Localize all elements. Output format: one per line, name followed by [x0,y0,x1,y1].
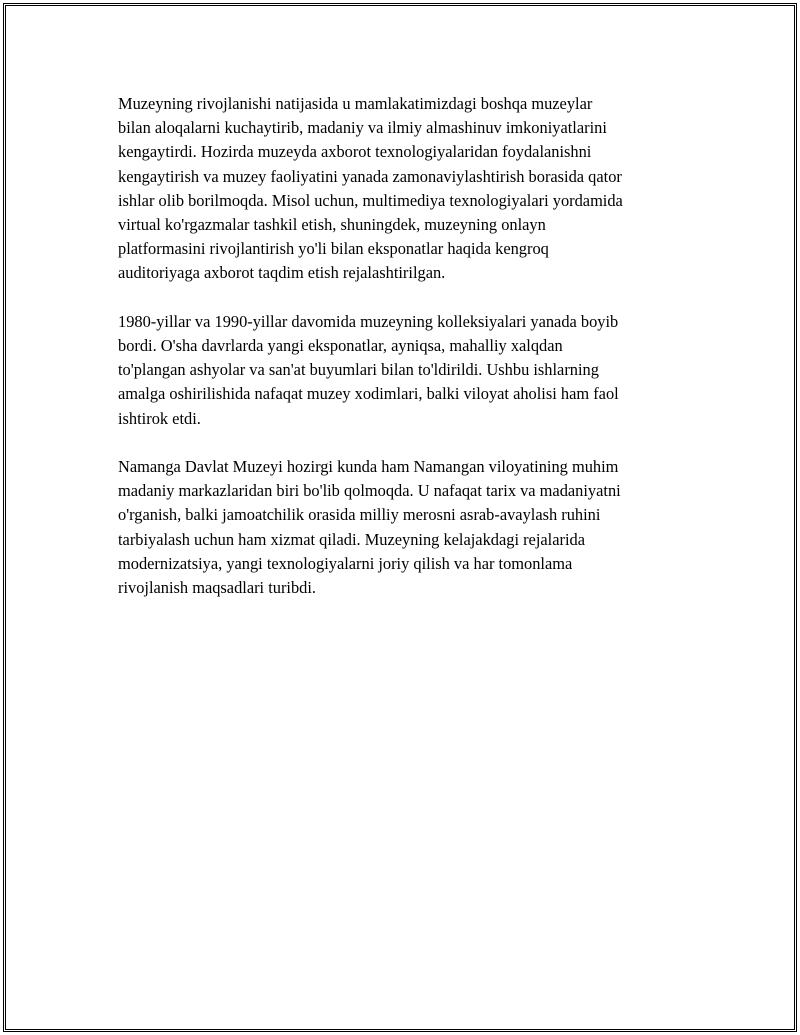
text-line: rivojlanish maqsadlari turibdi. [118,578,317,598]
text-line: kengaytirdi. Hozirda muzeyda axborot texnologiyalaridan foydalanishni [118,142,592,162]
text-line: bordi. O'sha davrlarda yangi eksponatlar, ayniqsa, mahalliy xalqdan [118,336,563,356]
text-line: amalga oshirilishida nafaqat muzey xodimlari, balki viloyat aholisi ham faol [118,384,619,404]
text-line: to'plangan ashyolar va san'at buyumlari bilan to'ldirildi. Ushbu ishlarning [118,360,599,380]
text-line: auditoriyaga axborot taqdim etish rejalashtirilgan. [118,263,446,283]
text-line: ishlar olib borilmoqda. Misol uchun, multimediya texnologiyalari yordamida [118,190,623,210]
text-line: kengaytirish va muzey faoliyatini yanada zamonaviylashtirish borasida qator [118,166,622,186]
text-line: Namanga Davlat Muzeyi hozirgi kunda ham Namangan viloyatining muhim [118,457,619,477]
text-line: 1980-yillar va 1990-yillar davomida muzeyning kolleksiyalari yanada boyib [118,311,619,331]
document-body [118,92,698,624]
text-line: platformasini rivojlantirish yo'li bilan eksponatlar haqida kengroq [118,239,549,259]
text-line: ishtirok etdi. [118,408,201,428]
text-line: Muzeyning rivojlanishi natijasida u mamlakatimizdagi boshqa muzeylar [118,94,593,113]
paragraph-2 [118,310,698,431]
text-line: modernizatsiya, yangi texnologiyalarni joriy qilish va har tomonlama [118,553,573,573]
text-line: bilan aloqalarni kuchaytirib, madaniy va ilmiy almashinuv imkoniyatlarini [118,118,607,138]
paragraph-1 [118,92,698,286]
text-line: virtual ko'rgazmalar tashkil etish, shuningdek, muzeyning onlayn [118,215,546,235]
paragraph-3 [118,455,698,600]
text-line: tarbiyalash uchun ham xizmat qiladi. Muzeyning kelajakdagi rejalarida [118,529,585,549]
text-line: o'rganish, balki jamoatchilik orasida milliy merosni asrab-avaylash ruhini [118,505,601,525]
text-line: madaniy markazlaridan biri bo'lib qolmoqda. U nafaqat tarix va madaniyatni [118,481,621,501]
